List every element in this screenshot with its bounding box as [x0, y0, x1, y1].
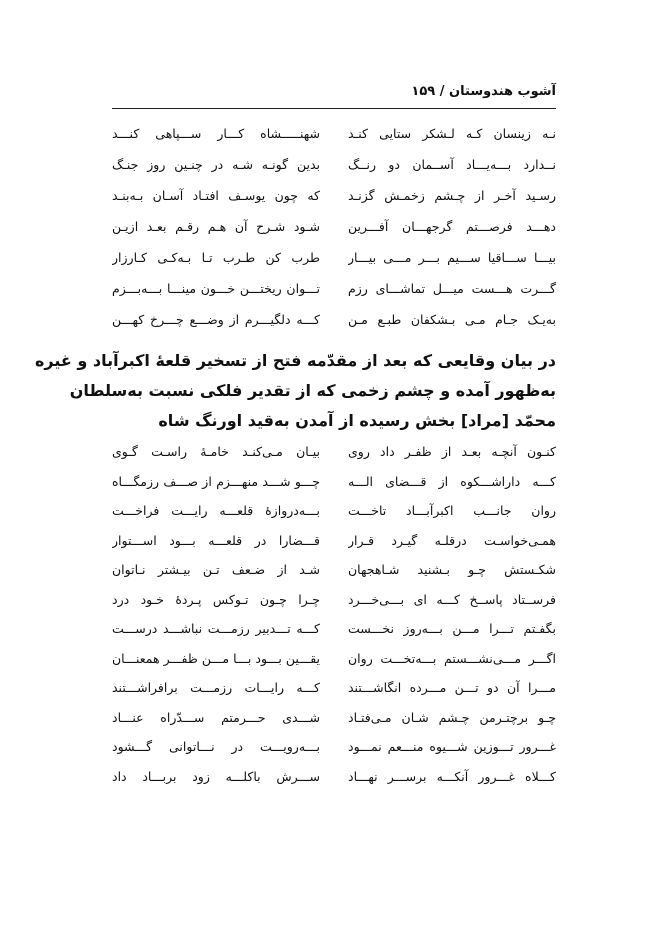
hemistich-left: طرب کن طـرب تـا بـه‌کـی کـارزار	[112, 250, 320, 265]
verse-row	[112, 496, 556, 526]
hemistich-right: کـــلاه غـــرور آنکـــه برســـر نهـــاد	[348, 768, 556, 784]
verse-row	[112, 703, 556, 733]
hemistich-right: بگفـتم تـــرا مـــن بـــه‌روز نخـــست	[348, 621, 556, 636]
verse-row	[112, 273, 556, 304]
hemistich-left: تـــوان ریختـــن خـــون مینـــا بـــه‌بـــزم	[112, 281, 320, 296]
verse-row	[112, 180, 556, 211]
verse-row	[112, 304, 556, 335]
verse-row	[112, 437, 556, 467]
hemistich-right: روان جانـــب اکبرآبـــاد تاخـــت	[348, 503, 556, 518]
hemistich-right: کـــه داراشـــکوه از قـــضای الـــه	[348, 473, 556, 489]
hemistich-left: شـود شـرح آن هـم رقـم بعـد ازیـن	[112, 219, 320, 234]
verse-row	[112, 585, 556, 615]
hemistich-right: رسـید آخـر از چـشم زخمـش گزنـد	[348, 188, 556, 203]
hemistich-left: چـرا چـون تـوکس پـردهٔ خـود درد	[112, 591, 320, 607]
hemistich-left: بـــه‌رویـــت در نـــاتوانی گـــشود	[112, 739, 320, 754]
verse-row	[112, 762, 556, 792]
verses-top	[112, 118, 556, 335]
hemistich-right: بیـــا ســـاقیا ســـیم بـــر مـــی بیـــار	[348, 250, 556, 265]
hemistich-right: اگـــر مـــی‌نشـــستم بـــه‌تخـــت روان	[348, 650, 556, 666]
hemistich-right: همـی‌خواسـت درقلـه گیـرد قـرار	[348, 532, 556, 548]
hemistich-left: شهنـــــشاه کـــار ســـپاهی کنـــد	[112, 126, 320, 141]
verse-row	[112, 118, 556, 149]
running-header-text: آشوب هندوستان / ۱۵۹	[411, 84, 556, 99]
hemistich-left: که چون یوسـف افتـاد آسـان بـه‌بنـد	[112, 188, 320, 203]
hemistich-left: یقـــین بـــود بـــا مـــن ظفـــر همعنـــان	[112, 650, 320, 666]
section-heading-line: محمّد [مراد] بخش رسیده از آمدن به‌قید اورنگ شاه	[158, 411, 556, 430]
hemistich-right: نــدارد بـــه‌یـــاد آســمان دو رنــگ	[348, 157, 556, 172]
hemistich-left: شـــدی حـــرمتم ســـدّراه عنـــاد	[112, 709, 320, 725]
hemistich-right: مـــرا آن دو تـــن مـــرده انگاشـــتند	[348, 680, 556, 695]
hemistich-right: چـو برچتـرمن چـشم شـان مـی‌فتـاد	[348, 709, 556, 725]
hemistich-left: کـــه رایـــات رزمـــت برافراشـــتند	[112, 680, 320, 695]
verse-row	[112, 644, 556, 674]
hemistich-right: نـه زینسان کـه لـشکر ستایی کنـد	[348, 126, 556, 141]
hemistich-left: ســـرش باکلـــه زود بربـــاد داد	[112, 768, 320, 784]
section-heading-line: به‌ظهور آمده و چشم زخمی که از تقدیر فلکی نسبت به‌سلطان	[69, 381, 556, 400]
section-heading	[34, 346, 556, 436]
verse-row	[112, 673, 556, 703]
hemistich-right: کنـون آنچـه بعـد از ظفـر داد روی	[348, 444, 556, 459]
hemistich-left: کـــه تـــدبیر رزمـــت نباشـــد درســـت	[112, 621, 320, 636]
section-heading-line: در بیان وقایعی که بعد از مقدّمه فتح از تسخیر قلعهٔ اکبرآباد و غیره	[34, 351, 556, 370]
verse-row	[112, 555, 556, 585]
running-header	[112, 84, 556, 106]
hemistich-right: شکـستش چـو بـشنید شـاهجهان	[348, 562, 556, 577]
verse-row	[112, 211, 556, 242]
header-rule	[112, 108, 556, 109]
verse-row	[112, 526, 556, 556]
hemistich-left: چـــو شـــد منهـــزم از صـــف رزمگـــاه	[112, 473, 320, 489]
hemistich-right: دهـــد فرصـــتم گرجهـــان آفـــرین	[348, 219, 556, 234]
verse-row	[112, 467, 556, 497]
hemistich-left: بیـان مـی‌کنـد خامـهٔ راسـت گـوی	[112, 444, 320, 459]
hemistich-right: فرســتاد پاســخ کـــه ای بـــی‌خـــرد	[348, 591, 556, 607]
hemistich-right: غـــرور تـــوزین شـــیوه منـــعم نمـــود	[348, 739, 556, 754]
hemistich-left: قـــضارا در قلعـــه بـــود اســـتوار	[112, 532, 320, 548]
hemistich-right: گـــرت هـــست میـــل تماشـــای رزم	[348, 281, 556, 296]
hemistich-left: بـــه‌دروازهٔ قلعـــه رایـــت فراخـــت	[112, 503, 320, 518]
hemistich-left: کـــه دلگیـــرم از وضـــع چـــرخ کهـــن	[112, 312, 320, 327]
hemistich-right: به‌یـک جـام مـی بـشکفان طبـع مـن	[348, 312, 556, 327]
verses-bottom	[112, 437, 556, 791]
hemistich-left: شـد از ضـعف تـن بیـشتر نـاتوان	[112, 562, 320, 577]
verse-row	[112, 732, 556, 762]
verse-row	[112, 242, 556, 273]
hemistich-left: بدین گونـه شـه در چنـین روز جنـگ	[112, 157, 320, 172]
verse-row	[112, 614, 556, 644]
verse-row	[112, 149, 556, 180]
